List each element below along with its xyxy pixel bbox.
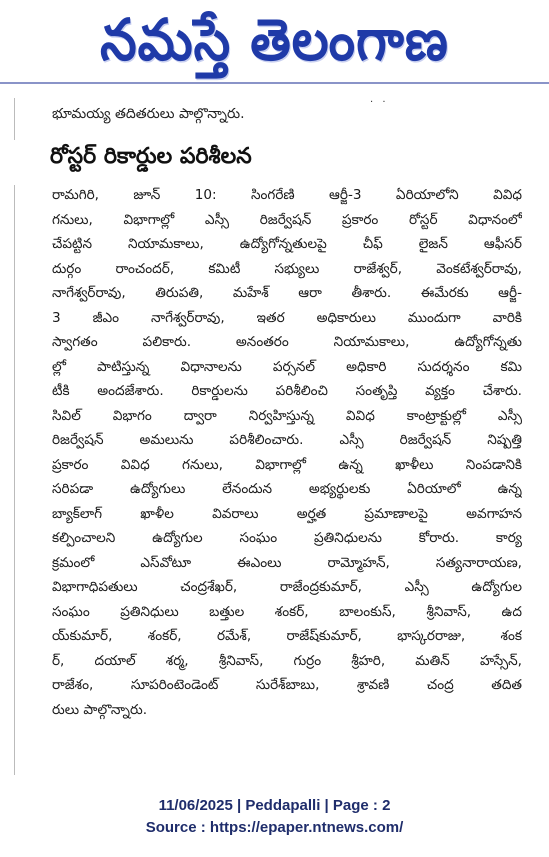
article-line: రిజర్వేషన్ అమలును పరిశీలించారు. ఎస్సీ రిజర్వేషన్ నిష్పత్తి [52,432,522,448]
article-line: సరిపడా ఉద్యోగులు లేనందున అభ్యర్థులకు ఏరియాలో ఉన్న [52,481,522,497]
article-body [52,183,522,722]
article-headline: రోస్టర్ రికార్డుల పరిశీలన [50,144,252,169]
article-line: సంఘం ప్రతినిధులు బత్తుల శంకర్, బాలంకుస్, శ్రీనివాస్, ఉద [52,603,522,620]
article-line: చేపట్టిన నియామకాలు, ఉద్యోగోన్నతులపై చీఫ్ లైజన్ ఆఫీసర్ [52,236,522,252]
article-line: రాజేశం, సూపరింటెండెంట్ సురేశ్‌బాబు, శ్రావణి చంద్ర తదిత [52,677,522,693]
newspaper-masthead [0,0,549,84]
article-line: ప్రకారం వివిధ గనులు, విభాగాల్లో ఉన్న ఖాళీలు నింపడానికి [52,456,522,473]
column-rule [14,98,15,140]
article-line: సివిల్ విభాగం ద్వారా నిర్వహిస్తున్న వివిధ కాంట్రాక్టుల్లో ఎస్సీ [52,407,522,424]
article-line: దుర్గం రాంచందర్, కమిటీ సభ్యులు రాజేశ్వర్, వెంకటేశ్వర్‌రావు, [52,260,522,277]
masthead-logo-text: నమస్తే తెలంగాణ [100,7,449,74]
article-line: ల్లో పాటిస్తున్న విధానాలను పర్సనల్ అధికారి సుదర్శనం కమి [52,358,522,375]
article-line: కల్పించాలని ఉద్యోగుల సంఘం ప్రతినిధులను కోరారు. కార్య [52,530,522,546]
article-line: స్వాగతం పలికారు. అనంతరం నియామకాలు, ఉద్యోగోన్నతు [52,334,522,350]
article-line: రామగిరి, జూన్ 10: సింగరేణి ఆర్జీ-3 ఏరియాలోని వివిధ [52,187,522,203]
article-line: ర్, దయాల్ శర్మ, శ్రీనివాస్, గుర్రం శ్రీహరి, మతిన్ హస్సేన్, [52,652,522,669]
previous-article-tail: భూమయ్య తదితరులు పాల్గొన్నారు. [52,106,245,122]
article-line: బ్యాక్‌లాగ్ ఖాళీల వివరాలు అర్హత ప్రమాణాలపై అవగాహన [52,505,522,522]
article-line: నాగేశ్వర్‌రావు, తిరుపతి, మహేశ్ ఆరా తీశారు. ఈమేరకు ఆర్జీ- [52,285,522,301]
footer-date-edition-page: 11/06/2025 | Peddapalli | Page : 2 [158,797,391,814]
column-rule [14,185,15,775]
article-line: క్రమంలో ఎస్‌వోటూ ఈఎంలు రామ్మోహన్, సత్యనారాయణ, [52,554,522,571]
footer-source-link[interactable]: Source : https://epaper.ntnews.com/ [145,819,404,836]
article-line: విభాగాధిపతులు చంద్రశేఖర్, రాజేంద్రకుమార్, ఎస్సీ ఉద్యోగుల [52,579,522,595]
print-specks: · · [370,97,389,108]
article-line: గనులు, విభాగాల్లో ఎస్సీ రిజర్వేషన్ ప్రకారం రోస్టర్ విధానంలో [52,211,522,228]
article-line: రులు పాల్గొన్నారు. [52,701,148,718]
article-line: య్‌కుమార్, శంకర్, రమేశ్, రాజేష్‌కుమార్, భాస్కరరాజు, శంక [52,628,522,644]
article-line: టీకి అందజేశారు. రికార్డులను పరిశీలించి సంతృప్తి వ్యక్తం చేశారు. [52,383,522,399]
article-line: 3 జీఎం నాగేశ్వర్‌రావు, ఇతర అధికారులు ముందుగా వారికి [52,309,522,326]
